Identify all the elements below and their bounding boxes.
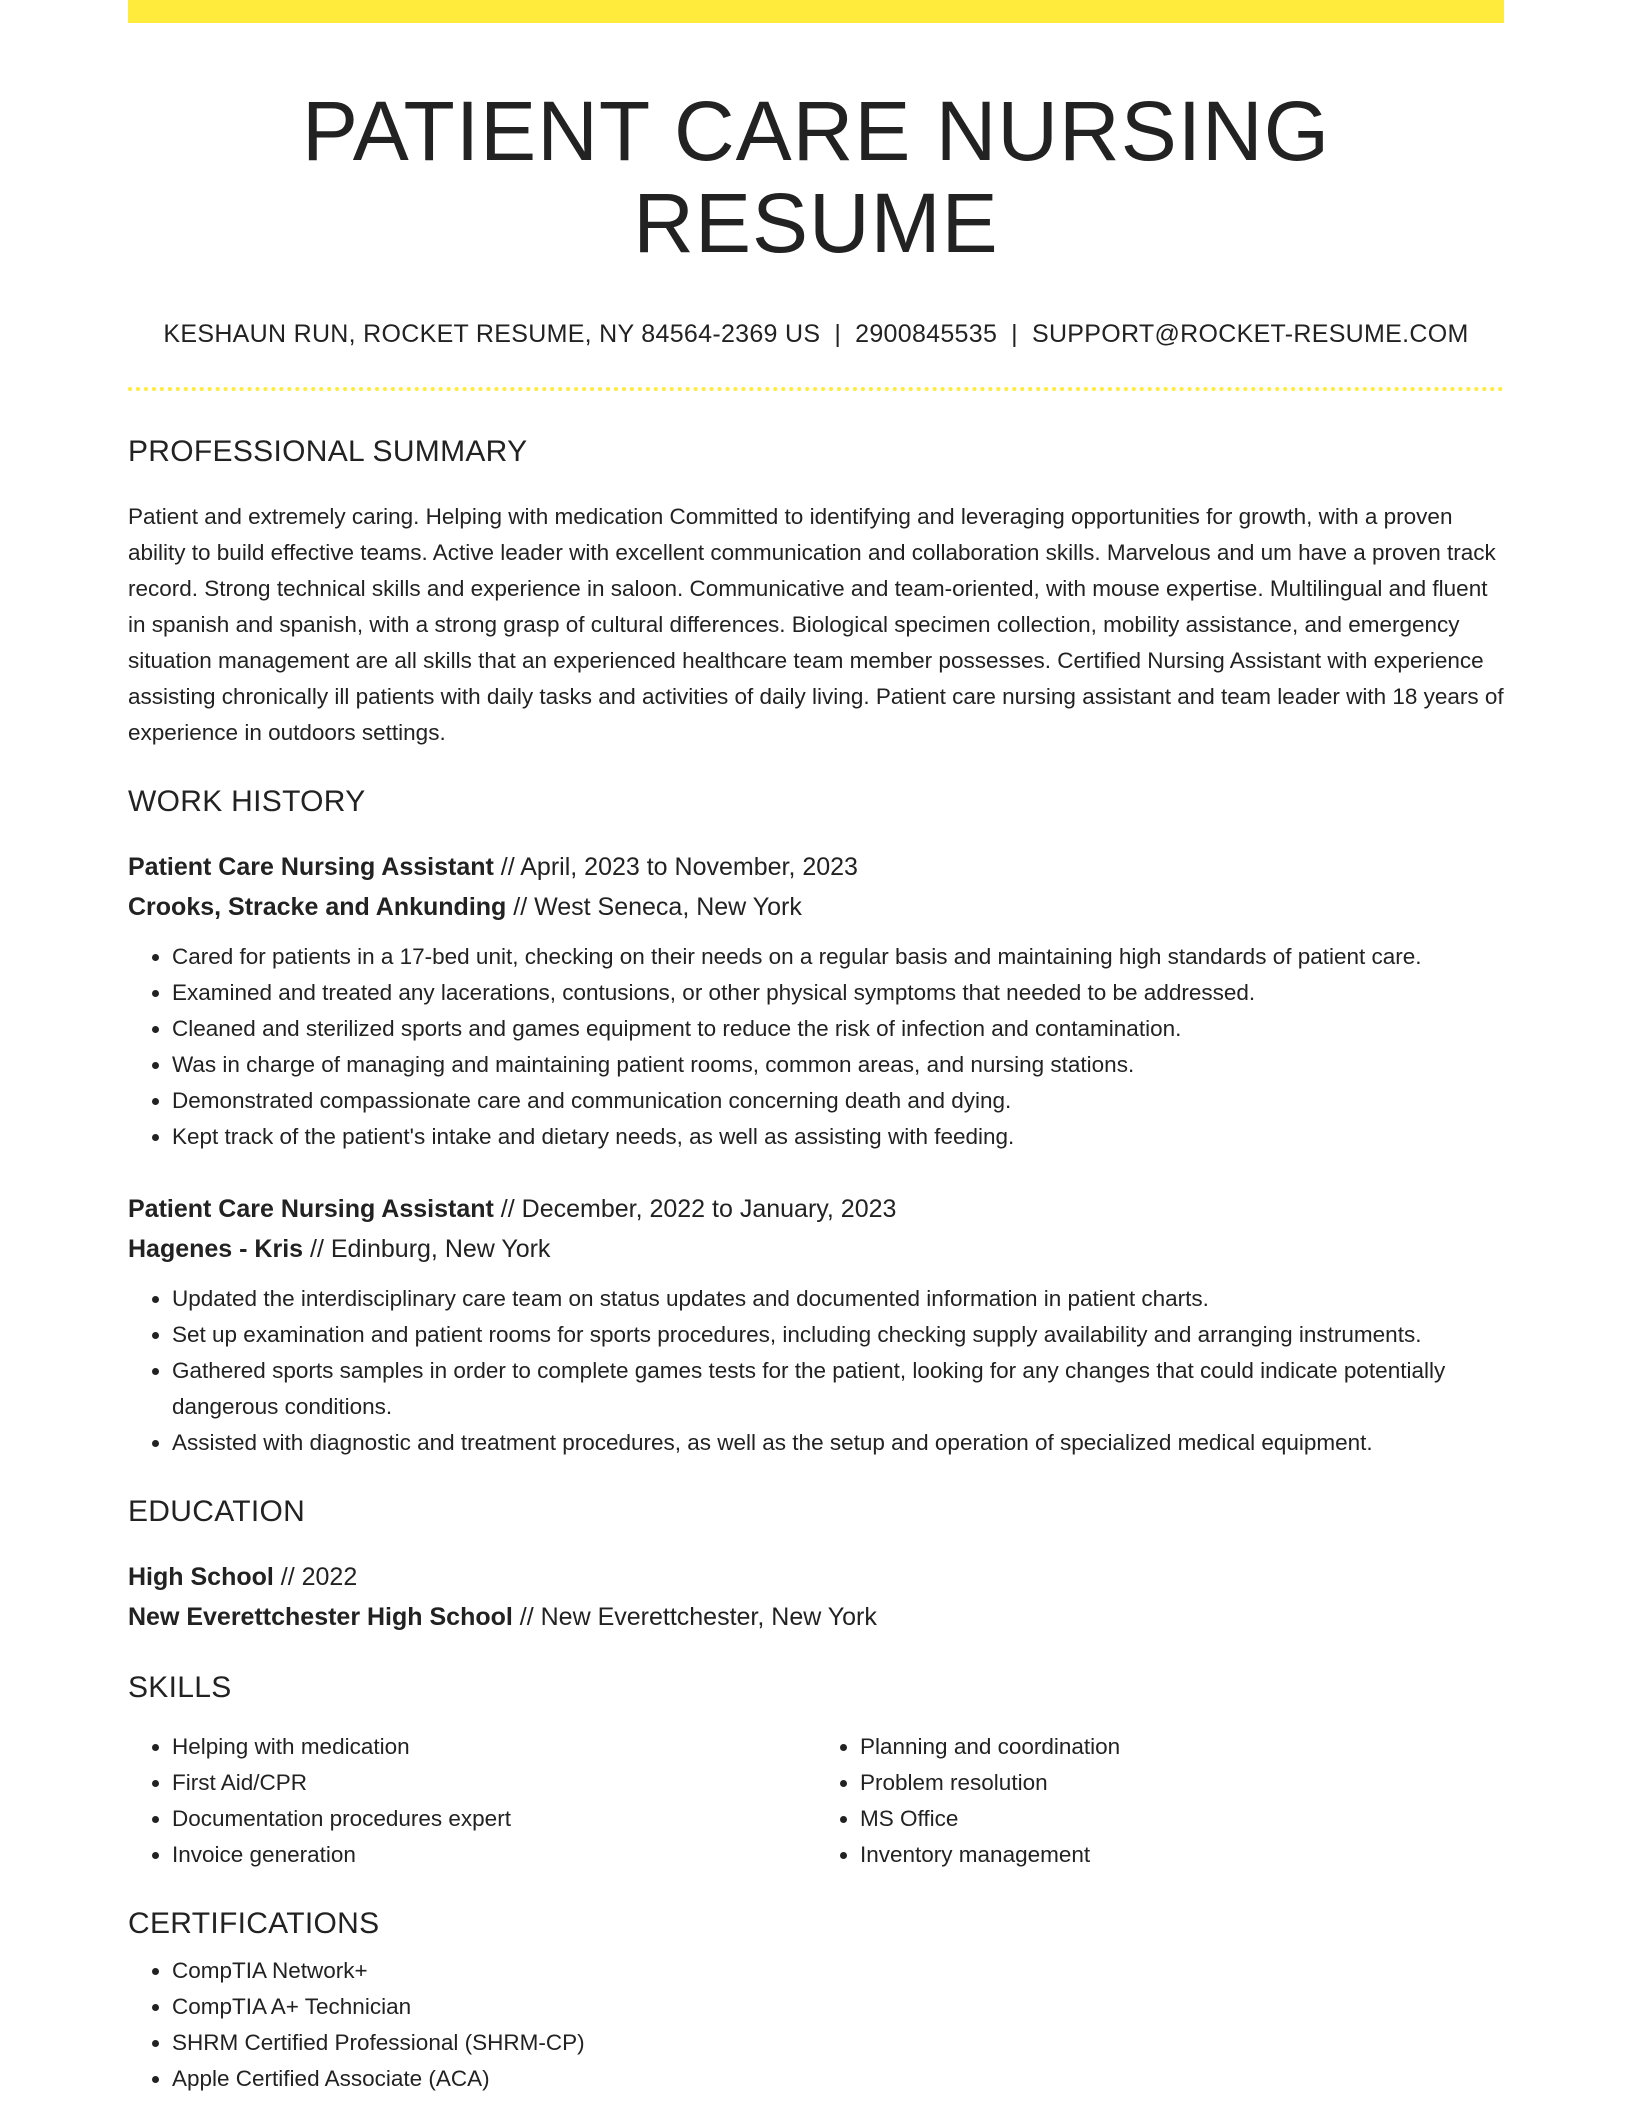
list-item: • Helping with medication bbox=[172, 1729, 816, 1765]
summary-heading: PROFESSIONAL SUMMARY bbox=[128, 434, 528, 468]
list-item: • Examined and treated any lacerations, contusions, or other physical symptoms that needed to be addressed. bbox=[172, 975, 1504, 1011]
skills-list-left bbox=[128, 1729, 816, 1873]
list-item: • Updated the interdisciplinary care team on status updates and documented information in patient charts. bbox=[172, 1281, 1504, 1317]
education-school-line bbox=[128, 1597, 1504, 1637]
summary-text: Patient and extremely caring. Helping with medication Committed to identifying and leveraging opportunities for growth, with a proven ability to build effective teams. Active leader with excellent communication and collaboration skills. Marvelous and um have a proven track record. Strong technical skills and experience in saloon. Communicative and team-oriented, with mouse expertise. Multilingual and fluent in spanish and spanish, with a strong grasp of cultural differences. Biological specimen collection, mobility assistance, and emergency situation management are all skills that an experienced healthcare team member possesses. Certified Nursing Assistant with experience assisting chronically ill patients with daily tasks and activities of daily living. Patient care nursing assistant and team leader with 18 years of experience in outdoors settings. bbox=[128, 503, 1504, 745]
job-title: Patient Care Nursing Assistant bbox=[128, 852, 494, 881]
skills-columns bbox=[128, 1729, 1504, 1873]
contact-phone: 2900845535 bbox=[855, 319, 998, 348]
job-company-line bbox=[128, 887, 1504, 927]
list-item: • Cared for patients in a 17-bed unit, checking on their needs on a regular basis and maintaining high standards of patient care. bbox=[172, 939, 1504, 975]
job-dates: // December, 2022 to January, 2023 bbox=[500, 1194, 897, 1223]
job-entry bbox=[128, 1189, 1504, 1461]
education-section bbox=[128, 1495, 1504, 1637]
list-item: • CompTIA A+ Technician bbox=[172, 1989, 1504, 2025]
list-item: • Apple Certified Associate (ACA) bbox=[172, 2061, 1504, 2097]
contact-address: KESHAUN RUN, ROCKET RESUME, NY 84564-2369 US bbox=[163, 319, 821, 348]
page-title: PATIENT CARE NURSING RESUME bbox=[301, 84, 1331, 271]
accent-bar bbox=[128, 0, 1504, 23]
list-item: • Documentation procedures expert bbox=[172, 1801, 816, 1837]
job-bullets bbox=[128, 1281, 1504, 1461]
education-year: // 2022 bbox=[280, 1562, 358, 1591]
certifications-heading: CERTIFICATIONS bbox=[128, 1906, 380, 1940]
contact-email: SUPPORT@ROCKET-RESUME.COM bbox=[1031, 319, 1469, 348]
job-company: Crooks, Stracke and Ankunding bbox=[128, 892, 507, 921]
summary-section bbox=[128, 435, 1504, 751]
job-title-line bbox=[128, 847, 1504, 887]
education-location: // New Everettchester, New York bbox=[519, 1602, 877, 1631]
job-entry bbox=[128, 847, 1504, 1155]
skills-list-right bbox=[816, 1729, 1504, 1873]
list-item: • Gathered sports samples in order to complete games tests for the patient, looking for any changes that could indicate potentially dangerous conditions. bbox=[172, 1353, 1504, 1425]
education-school: New Everettchester High School bbox=[128, 1602, 513, 1631]
work-history-heading: WORK HISTORY bbox=[128, 784, 366, 818]
list-item: • MS Office bbox=[860, 1801, 1504, 1837]
job-dates: // April, 2023 to November, 2023 bbox=[500, 852, 858, 881]
list-item: • SHRM Certified Professional (SHRM-CP) bbox=[172, 2025, 1504, 2061]
skills-section bbox=[128, 1671, 1504, 1873]
list-item: • Set up examination and patient rooms for sports procedures, including checking supply availability and arranging instruments. bbox=[172, 1317, 1504, 1353]
job-company: Hagenes - Kris bbox=[128, 1234, 304, 1263]
list-item: • Was in charge of managing and maintaining patient rooms, common areas, and nursing stations. bbox=[172, 1047, 1504, 1083]
resume-page bbox=[128, 0, 1504, 2097]
work-history-section bbox=[128, 785, 1504, 1461]
certifications-section bbox=[128, 1907, 1504, 2097]
list-item: • Problem resolution bbox=[860, 1765, 1504, 1801]
job-bullets bbox=[128, 939, 1504, 1155]
list-item: • First Aid/CPR bbox=[172, 1765, 816, 1801]
job-company-line bbox=[128, 1229, 1504, 1269]
list-item: • Invoice generation bbox=[172, 1837, 816, 1873]
skills-heading: SKILLS bbox=[128, 1670, 232, 1704]
job-location: // West Seneca, New York bbox=[513, 892, 802, 921]
list-item: • Demonstrated compassionate care and communication concerning death and dying. bbox=[172, 1083, 1504, 1119]
list-item: • Assisted with diagnostic and treatment procedures, as well as the setup and operation of specialized medical equipment. bbox=[172, 1425, 1504, 1461]
job-location: // Edinburg, New York bbox=[310, 1234, 551, 1263]
education-degree-line bbox=[128, 1557, 1504, 1597]
job-title: Patient Care Nursing Assistant bbox=[128, 1194, 494, 1223]
job-title-line bbox=[128, 1189, 1504, 1229]
list-item: • Planning and coordination bbox=[860, 1729, 1504, 1765]
list-item: • Inventory management bbox=[860, 1837, 1504, 1873]
education-degree: High School bbox=[128, 1562, 274, 1591]
education-heading: EDUCATION bbox=[128, 1494, 306, 1528]
list-item: • CompTIA Network+ bbox=[172, 1953, 1504, 1989]
contact-separator: | bbox=[1011, 319, 1018, 348]
dotted-divider bbox=[128, 387, 1504, 391]
list-item: • Kept track of the patient's intake and dietary needs, as well as assisting with feeding. bbox=[172, 1119, 1504, 1155]
contact-line bbox=[128, 320, 1504, 349]
contact-separator: | bbox=[834, 319, 842, 348]
list-item: • Cleaned and sterilized sports and games equipment to reduce the risk of infection and contamination. bbox=[172, 1011, 1504, 1047]
certifications-list bbox=[128, 1953, 1504, 2097]
